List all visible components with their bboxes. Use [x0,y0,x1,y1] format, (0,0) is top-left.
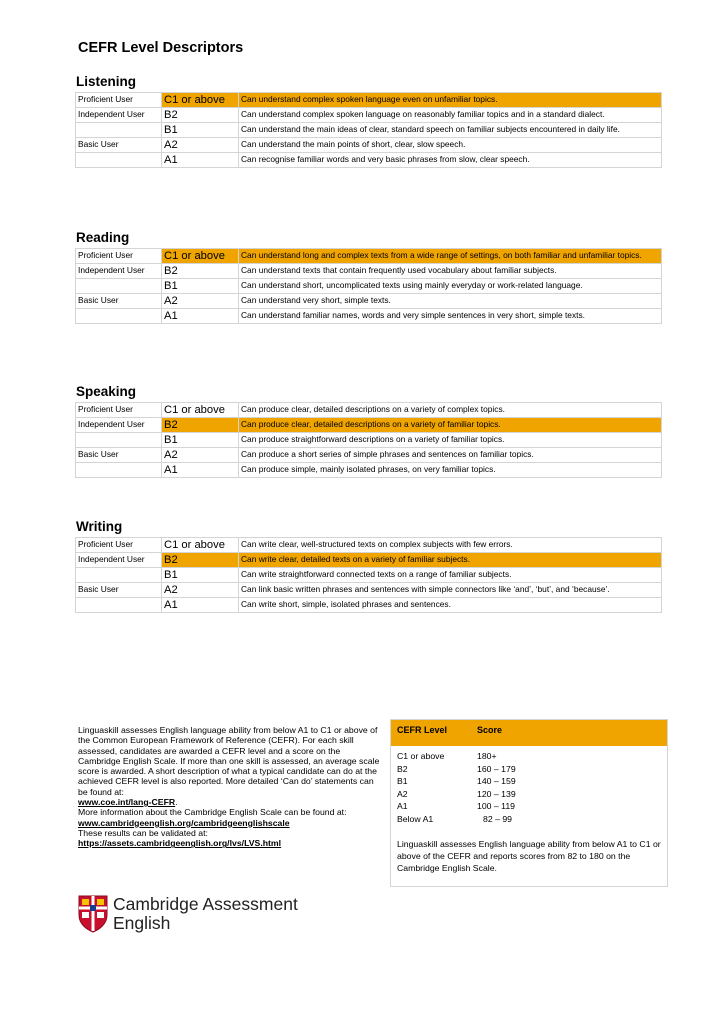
score-row [391,800,667,813]
score-level: B2 [397,763,408,774]
cambridge-scale-link[interactable]: www.cambridgeenglish.org/cambridgeenglishscale [78,817,290,828]
table-row [76,448,662,463]
score-value: 82 – 99 [483,813,512,824]
user-cell [76,598,162,613]
level-cell: C1 or above [162,249,239,264]
score-level: C1 or above [397,751,445,761]
score-header-level: CEFR Level [397,725,448,735]
descriptor-cell: Can understand texts that contain frequently used vocabulary about familiar subjects. [239,264,662,279]
table-row [76,264,662,279]
level-cell: A1 [162,463,239,478]
user-cell [76,463,162,478]
level-cell: A1 [162,598,239,613]
score-value: 120 – 139 [477,788,516,799]
level-cell: A1 [162,153,239,168]
level-cell: A2 [162,138,239,153]
descriptor-cell: Can understand complex spoken language on reasonably familiar topics and in a standard dialect. [239,108,662,123]
table-row [76,93,662,108]
info-validate-text: These results can be validated at: [78,827,208,838]
link1-suffix: . [175,797,178,808]
table-row [76,433,662,448]
score-value: 180+ [477,751,497,761]
user-cell: Independent User [76,553,162,568]
user-cell: Proficient User [76,538,162,553]
score-value: 160 – 179 [477,763,516,774]
descriptor-table [75,248,662,324]
section-heading: Speaking [76,384,137,399]
user-cell [76,153,162,168]
score-header-score: Score [477,725,503,735]
cambridge-logo [78,893,318,935]
table-row [76,108,662,123]
page-title: CEFR Level Descriptors [78,40,244,56]
level-cell: B1 [162,279,239,294]
table-row [76,583,662,598]
section-heading: Reading [76,230,130,245]
level-cell: A1 [162,309,239,324]
score-level: A1 [397,801,408,811]
level-cell: B1 [162,123,239,138]
table-row [76,598,662,613]
table-row [76,138,662,153]
descriptor-cell: Can understand familiar names, words and very simple sentences in very short, simple texts. [239,309,662,324]
level-cell: A2 [162,448,239,463]
table-row [76,279,662,294]
level-cell: C1 or above [162,93,239,108]
user-cell: Proficient User [76,403,162,418]
user-cell: Basic User [76,448,162,463]
descriptor-cell: Can understand very short, simple texts. [239,294,662,309]
score-row [391,813,667,826]
section-heading: Listening [76,74,136,89]
table-row [76,249,662,264]
section-reading [75,230,662,324]
score-row [391,775,667,788]
score-level: B1 [397,776,408,786]
user-cell [76,123,162,138]
level-cell: B1 [162,568,239,583]
descriptor-cell: Can write straightforward connected texts on a range of familiar subjects. [239,568,662,583]
descriptor-cell: Can produce simple, mainly isolated phrases, on very familiar topics. [239,463,662,478]
descriptor-cell: Can understand long and complex texts from a wide range of settings, on both familiar and unfamiliar topics. [239,249,662,264]
descriptor-table [75,402,662,478]
info-text-block [78,725,381,849]
user-cell [76,309,162,324]
user-cell: Basic User [76,294,162,309]
table-row [76,553,662,568]
level-cell: A2 [162,583,239,598]
table-row [76,403,662,418]
shield-icon [78,895,108,933]
info-paragraph: Linguaskill assesses English language ability from below A1 to C1 or above of the Common European Framework of Reference (CEFR). For each skill assessed, candidates are awarded a CEFR level and a score on the Cambridge English Scale. If more than one skill is assessed, an average scale score is awarded. A short description of what a typical candidate can do at the achieved CEFR level is also reported. More detailed ‘Can do’ statements can be found at: [78,725,380,797]
logo-line-1: Cambridge Assessment [113,894,298,914]
table-row [76,568,662,583]
info-more-text: More information about the Cambridge English Scale can be found at: [78,807,347,818]
table-row [76,294,662,309]
descriptor-cell: Can write clear, well-structured texts on complex subjects with few errors. [239,538,662,553]
descriptor-cell: Can link basic written phrases and sentences with simple connectors like ‘and’, ‘but’, and ‘because’. [239,583,662,598]
user-cell: Proficient User [76,249,162,264]
score-rows [391,750,667,825]
score-row [391,763,667,776]
lvs-link[interactable]: https://assets.cambridgeenglish.org/lvs/LVS.html [78,838,282,849]
user-cell [76,279,162,294]
level-cell: B2 [162,553,239,568]
level-cell: C1 or above [162,538,239,553]
score-table [390,719,668,887]
score-value: 140 – 159 [477,776,516,786]
user-cell: Independent User [76,264,162,279]
table-row [76,309,662,324]
user-cell: Independent User [76,108,162,123]
score-row [391,788,667,801]
score-row [391,750,667,763]
section-writing [75,519,662,613]
section-speaking [75,384,662,478]
score-value: 100 – 119 [477,801,516,811]
level-cell: B2 [162,108,239,123]
coe-link[interactable]: www.coe.int/lang-CEFR [78,797,176,808]
score-level: A2 [397,788,408,799]
level-cell: B2 [162,264,239,279]
score-level: Below A1 [397,813,434,824]
descriptor-cell: Can produce clear, detailed descriptions on a variety of familiar topics. [239,418,662,433]
logo-line-2: English [113,913,171,933]
descriptor-cell: Can produce a short series of simple phrases and sentences on familiar topics. [239,448,662,463]
user-cell [76,568,162,583]
score-note: Linguaskill assesses English language ability from below A1 to C1 or above of the CEFR and reports scores from 82 to 180 on the Cambridge English Scale. [397,839,661,873]
score-table-header [391,720,667,746]
user-cell [76,433,162,448]
section-listening [75,74,662,168]
section-heading: Writing [76,519,123,534]
descriptor-cell: Can understand short, uncomplicated texts using mainly everyday or work-related language. [239,279,662,294]
descriptor-table [75,537,662,613]
table-row [76,123,662,138]
descriptor-table [75,92,662,168]
user-cell: Basic User [76,138,162,153]
user-cell: Basic User [76,583,162,598]
level-cell: C1 or above [162,403,239,418]
user-cell: Proficient User [76,93,162,108]
table-row [76,153,662,168]
descriptor-cell: Can produce straightforward descriptions on a variety of familiar topics. [239,433,662,448]
descriptor-cell: Can produce clear, detailed descriptions on a variety of complex topics. [239,403,662,418]
descriptor-cell: Can write short, simple, isolated phrases and sentences. [239,598,662,613]
descriptor-cell: Can understand the main ideas of clear, standard speech on familiar subjects encountered in daily life. [239,123,662,138]
table-row [76,463,662,478]
descriptor-cell: Can understand the main points of short, clear, slow speech. [239,138,662,153]
descriptor-cell: Can write clear, detailed texts on a variety of familiar subjects. [239,553,662,568]
descriptor-cell: Can understand complex spoken language even on unfamiliar topics. [239,93,662,108]
level-cell: A2 [162,294,239,309]
level-cell: B1 [162,433,239,448]
user-cell: Independent User [76,418,162,433]
table-row [76,538,662,553]
descriptor-cell: Can recognise familiar words and very basic phrases from slow, clear speech. [239,153,662,168]
table-row [76,418,662,433]
level-cell: B2 [162,418,239,433]
